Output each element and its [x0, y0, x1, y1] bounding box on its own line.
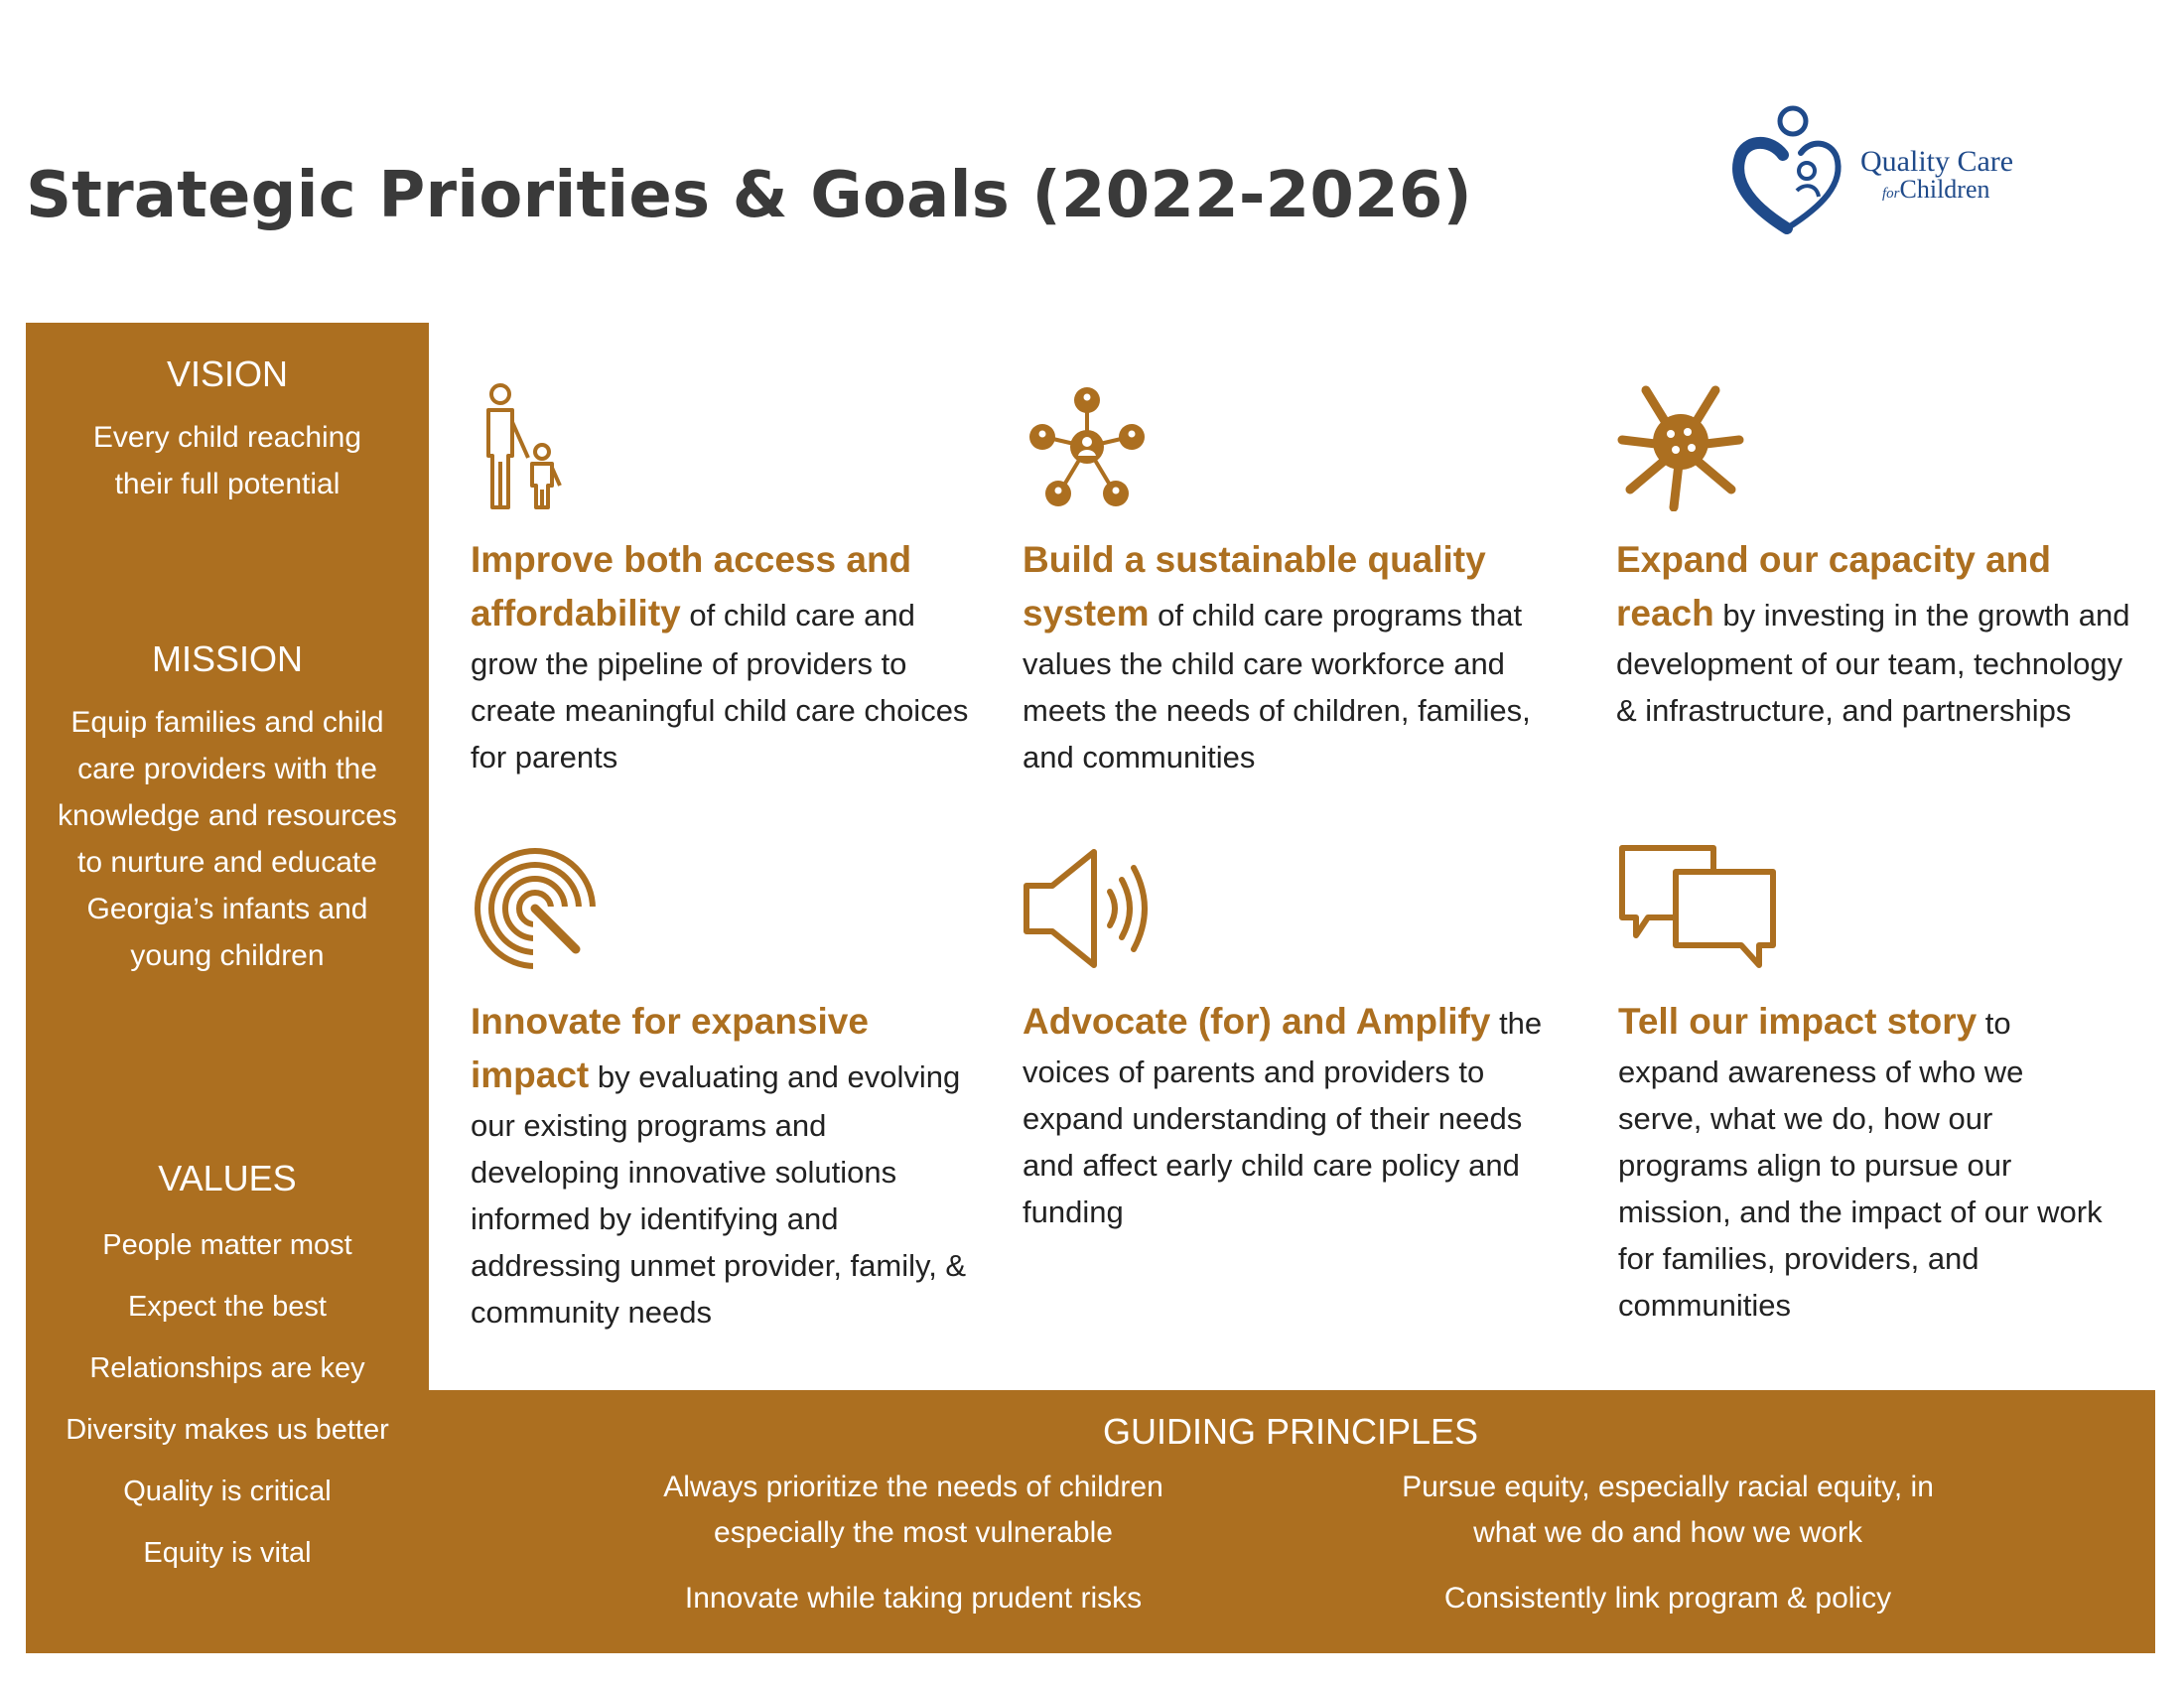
vision-text: Every child reaching their full potential	[92, 421, 362, 500]
logo-line-1: Quality Care	[1860, 145, 2014, 178]
goal-card-capacity	[1616, 382, 2132, 734]
page-title: Strategic Priorities & Goals (2022-2026)	[26, 159, 1472, 232]
goal-text	[471, 995, 977, 1336]
goal-description: to expand awareness of who we serve, what we do, how our programs align to pursue our mission, and the impact of our work for families, providers, and communities	[1618, 1006, 2103, 1323]
goal-text	[1616, 533, 2132, 734]
goal-card-access	[471, 382, 977, 780]
principle-item: Consistently link program & policy	[1443, 1582, 1892, 1615]
guiding-principles-heading: GUIDING PRINCIPLES	[1102, 1411, 1479, 1452]
goal-text	[1023, 533, 1559, 780]
goal-text	[1023, 995, 1559, 1235]
principle-item: Innovate while taking prudent risks	[684, 1582, 1143, 1615]
goal-highlight: Innovate for expansive impact	[471, 1001, 869, 1095]
goal-description: of child care and grow the pipeline of providers to create meaningful child care choices for parents	[471, 598, 969, 774]
mission-block	[26, 637, 429, 979]
target-icon	[471, 844, 600, 973]
goal-card-advocate	[1023, 844, 1559, 1235]
goal-highlight: Build a sustainable quality system	[1023, 539, 1486, 633]
speaker-icon	[1023, 844, 1152, 973]
organization-logo	[1727, 99, 2055, 238]
values-block	[26, 1157, 429, 1584]
mission-heading: MISSION	[151, 638, 303, 679]
parent-child-icon	[471, 382, 600, 511]
goal-card-innovate	[471, 844, 977, 1336]
goal-highlight: Improve both access and affordability	[471, 539, 912, 633]
values-item: Diversity makes us better	[66, 1414, 389, 1446]
network-icon	[1023, 382, 1152, 511]
mission-text: Equip families and child care providers with the knowledge and resources to nurture and educate Georgia’s infants and young children	[58, 706, 397, 972]
chat-bubbles-icon	[1618, 844, 1777, 973]
values-item: Equity is vital	[143, 1537, 312, 1569]
goal-description: by evaluating and evolving our existing programs and developing innovative solutions informed by identifying and addressing unmet provider, family, & community needs	[471, 1059, 967, 1330]
logo-line-2: forChildren	[1882, 175, 1990, 204]
goal-highlight: Tell our impact story	[1618, 1001, 1978, 1042]
vision-block	[26, 352, 429, 507]
united-hands-icon	[1616, 382, 1745, 511]
goal-text	[471, 533, 977, 780]
values-item: Relationships are key	[89, 1352, 365, 1384]
guiding-principles-right	[1350, 1465, 1985, 1641]
principle-item: Pursue equity, especially racial equity, in what we do and how we work	[1402, 1471, 1934, 1549]
goal-text	[1618, 995, 2115, 1329]
values-item: Quality is critical	[123, 1476, 332, 1507]
goal-description: of child care programs that values the child care workforce and meets the needs of children, families, and communities	[1023, 598, 1531, 774]
goal-description: the voices of parents and providers to expand understanding of their needs and affect early child care policy and funding	[1023, 1006, 1543, 1229]
heart-family-icon	[1727, 99, 1856, 238]
vision-heading: VISION	[166, 353, 289, 394]
values-item: People matter most	[102, 1229, 352, 1261]
goal-highlight: Advocate (for) and Amplify	[1023, 1001, 1491, 1042]
goal-card-quality-system	[1023, 382, 1559, 780]
values-item: Expect the best	[128, 1291, 327, 1323]
values-heading: VALUES	[158, 1158, 297, 1198]
goal-highlight: Expand our capacity and reach	[1616, 539, 2051, 633]
goal-description: by investing in the growth and development of our team, technology & infrastructure, and partnerships	[1616, 598, 2130, 728]
guiding-principles-left	[615, 1465, 1211, 1641]
principle-item: Always prioritize the needs of children especially the most vulnerable	[663, 1471, 1163, 1549]
goal-card-impact-story	[1618, 844, 2115, 1329]
values-list	[26, 1214, 429, 1584]
